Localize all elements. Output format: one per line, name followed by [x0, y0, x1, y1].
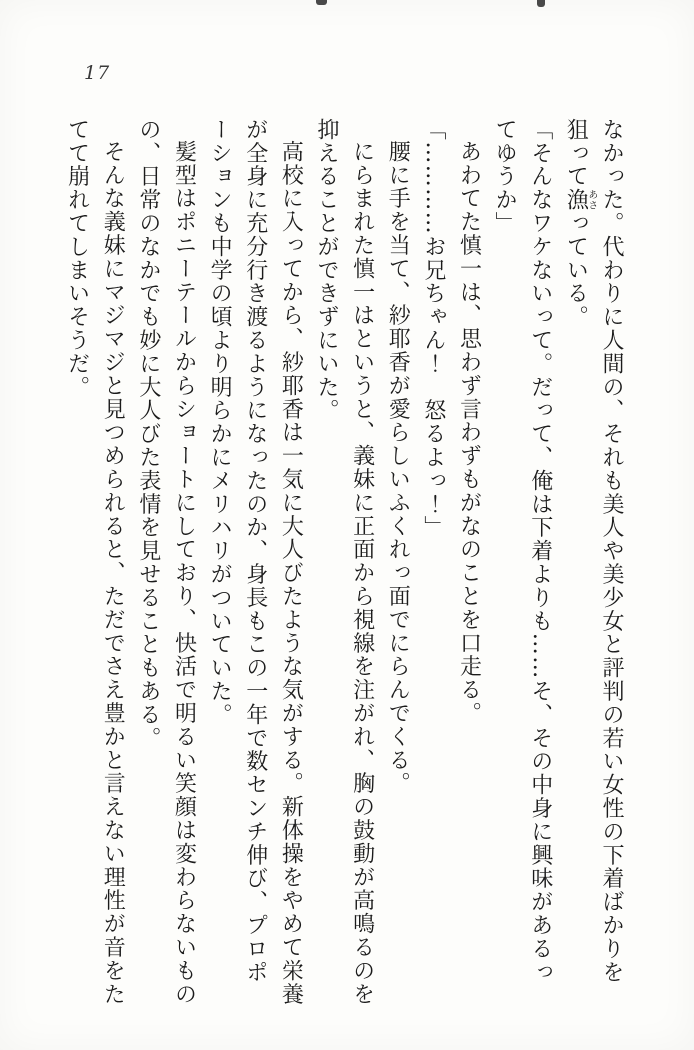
- paragraph: 腰に手を当て、紗耶香が愛らしいふくれっ面でにらんでくる。: [385, 140, 411, 796]
- scan-artifact: [316, 0, 327, 5]
- paragraph: 「…………お兄ちゃん！ 怒るよっ！」: [420, 118, 446, 540]
- page-number: 17: [84, 62, 111, 84]
- paragraph: 高校に入ってから、紗耶香は一気に大人びたような気がする。新体操をやめて栄養が全身に充分行き渡るようになったのか、身長もこの一年で数センチ伸び、プロポーションも中学の頃より明らかにメリハリがついていた。: [207, 118, 304, 1006]
- paragraph: あわてた慎一は、思わず言わずもがなのことを口走る。: [456, 140, 482, 725]
- scan-artifact: [537, 0, 545, 7]
- ruby-annotation: 漁あさ: [563, 188, 598, 212]
- paragraph: にらまれた慎一はというと、義妹に正面から視線を注がれ、胸の鼓動が高鳴るのを抑えることができずにいた。: [314, 118, 375, 1006]
- paragraph: 「そんなワケないって。だって、俺は下着よりも……そ、その中身に興味があるってゆうか」: [492, 118, 553, 984]
- paragraph: そんな義妹にマジマジと見つめられると、ただでさえ豊かと言えない理性が音をたてて崩れてしまいそうだ。: [64, 118, 126, 1006]
- text-block: [59, 118, 629, 1007]
- paragraph: なかった。代わりに人間の、それも美人や美少女と評判の若い女性の下着ばかりを狙って漁あさっている。: [563, 118, 624, 984]
- paragraph: 髪型はポニーテールからショートにしており、快活で明るい笑顔は変わらないものの、日常のなかでも妙に大人びた表情を見せることもある。: [135, 118, 197, 1006]
